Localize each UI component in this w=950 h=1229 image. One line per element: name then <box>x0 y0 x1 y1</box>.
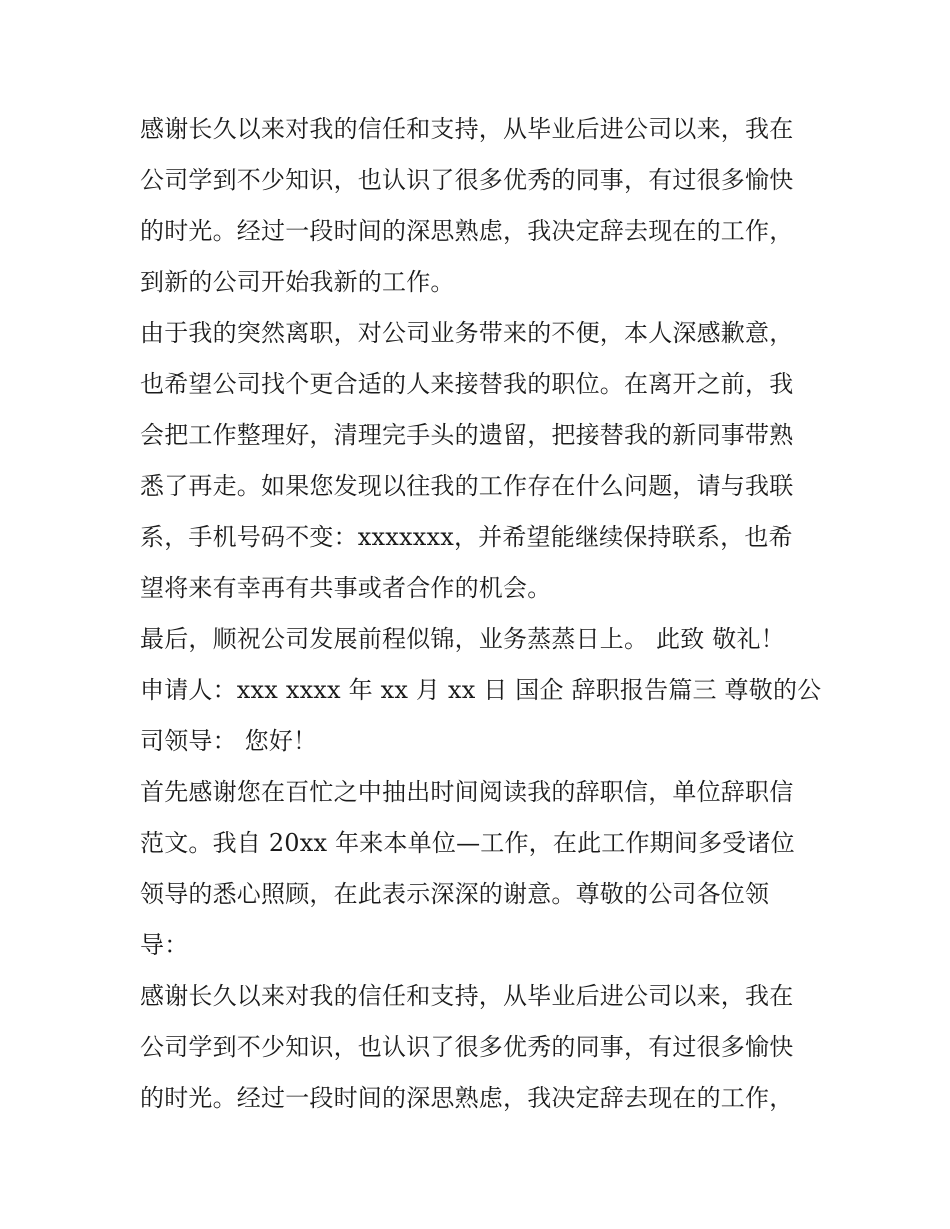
text-line: 系，手机号码不变：xxxxxxx，并希望能继续保持联系，也希 <box>140 523 793 551</box>
text-line: 首先感谢您在百忙之中抽出时间阅读我的辞职信，单位辞职信 <box>140 778 794 806</box>
text-line: 最后，顺祝公司发展前程似锦，业务蒸蒸日上。 此致 敬礼！ <box>140 625 785 653</box>
text-line: 范文。我自 20xx 年来本单位—工作，在此工作期间多受诸位 <box>140 829 795 857</box>
text-line: 感谢长久以来对我的信任和支持，从毕业后进公司以来，我在 <box>140 982 794 1010</box>
text-line: 会把工作整理好，清理完手头的遗留，把接替我的新同事带熟 <box>140 421 794 449</box>
text-line: 的时光。经过一段时间的深思熟虑，我决定辞去现在的工作， <box>140 217 794 245</box>
text-line: 导： <box>140 931 189 959</box>
text-line: 也希望公司找个更合适的人来接替我的职位。在离开之前，我 <box>140 370 794 398</box>
text-line: 领导的悉心照顾，在此表示深深的谢意。尊敬的公司各位领 <box>140 880 770 908</box>
text-line: 公司学到不少知识，也认识了很多优秀的同事，有过很多愉快 <box>140 166 794 194</box>
text-line: 的时光。经过一段时间的深思熟虑，我决定辞去现在的工作， <box>140 1084 794 1112</box>
text-line: 申请人：xxx xxxx 年 xx 月 xx 日 国企 辞职报告篇三 尊敬的公 <box>140 676 822 704</box>
text-line: 由于我的突然离职，对公司业务带来的不便，本人深感歉意， <box>140 319 794 347</box>
text-line: 悉了再走。如果您发现以往我的工作存在什么问题，请与我联 <box>140 472 794 500</box>
text-line: 司领导： 您好！ <box>140 727 318 755</box>
text-line: 到新的公司开始我新的工作。 <box>140 268 455 296</box>
document-body <box>140 104 820 1124</box>
text-line: 感谢长久以来对我的信任和支持，从毕业后进公司以来，我在 <box>140 115 794 143</box>
text-line: 望将来有幸再有共事或者合作的机会。 <box>140 574 552 602</box>
text-line: 公司学到不少知识，也认识了很多优秀的同事，有过很多愉快 <box>140 1033 794 1061</box>
